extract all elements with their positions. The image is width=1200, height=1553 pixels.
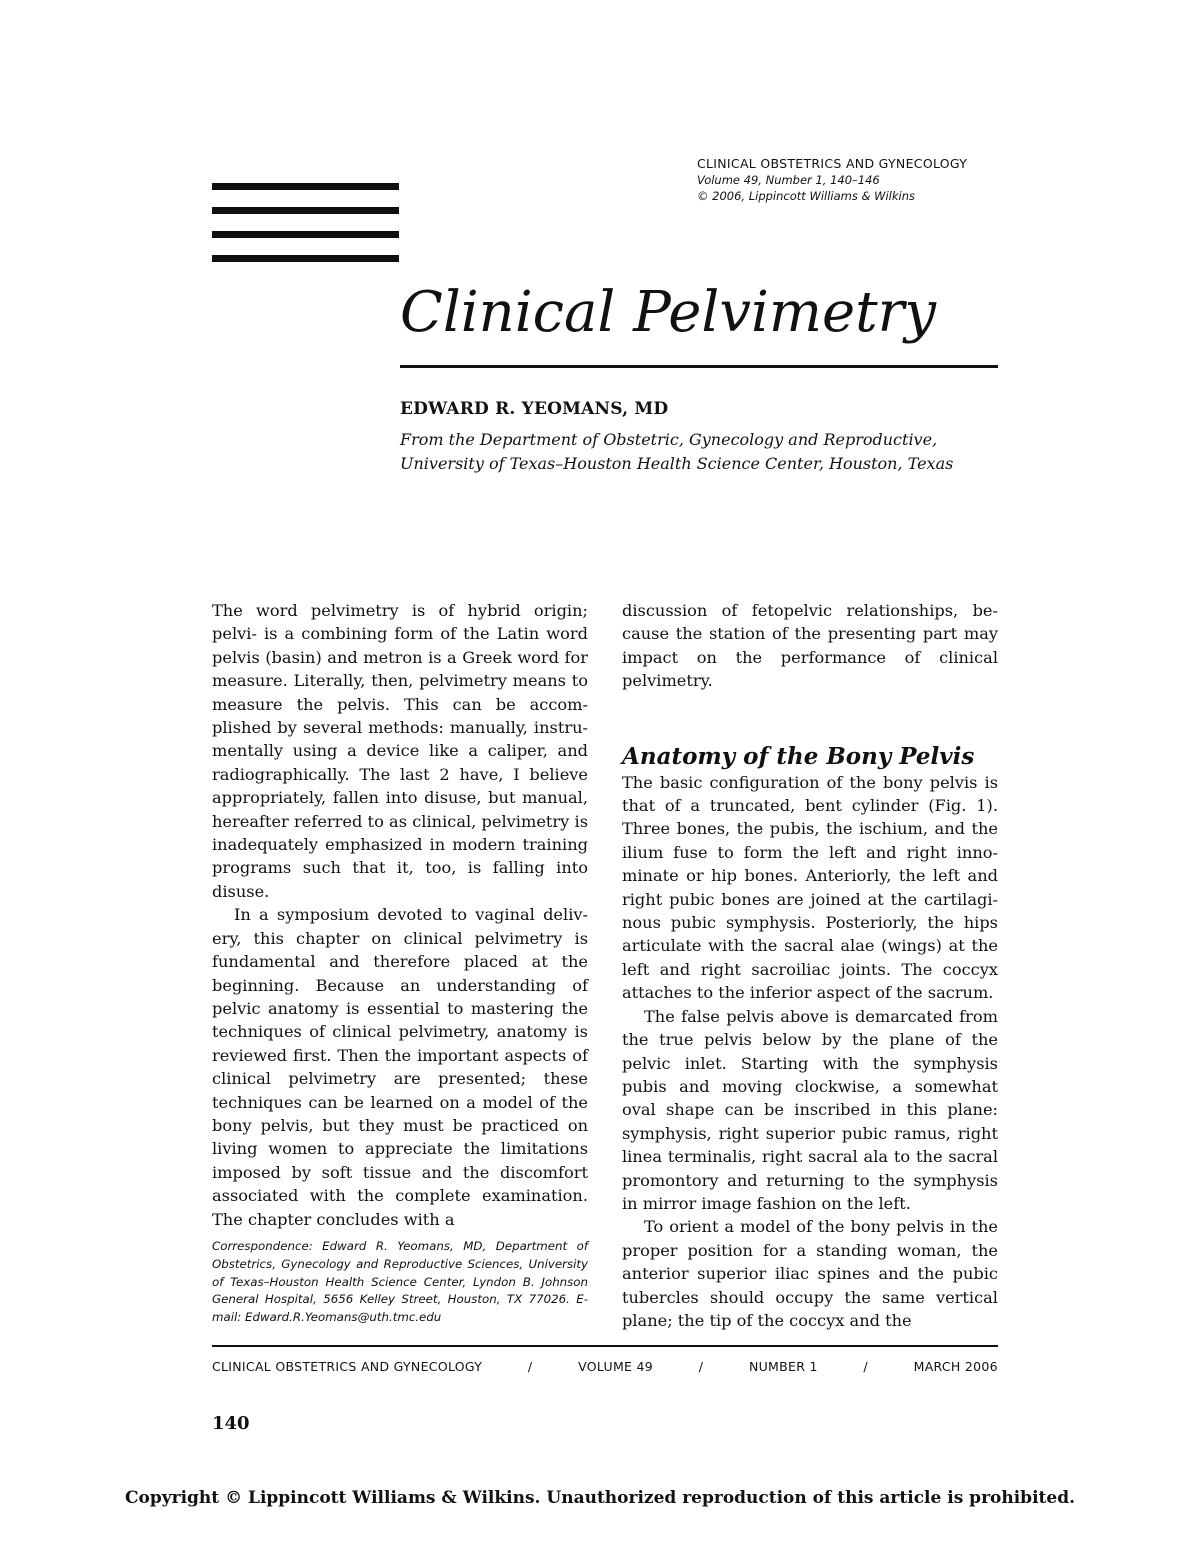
header-bar (212, 231, 399, 238)
decorative-header-bars (212, 183, 399, 279)
header-bar (212, 183, 399, 190)
body-paragraph: In a symposium devoted to vaginal delivery, this chapter on clinical pelvimetry is fundamental and therefore placed at the beginning. Because an understanding of pelvic anatomy is essential to mastering the techniques of clinical pelvimetry, anatomy is reviewed first. Then the important aspects of clinical pelvimetry are presented; these techniques can be learned on a model of the bony pelvis, but they must be practiced on living women to appreciate the limitations imposed by soft tissue and the discomfort associated with the complete examination. The chapter concludes with a (212, 905, 588, 1229)
body-paragraph: discussion of fetopelvic relationships, because the station of the presenting part may impact on the performance of clinical pelvimetry. (622, 601, 998, 691)
footer-separator: / (527, 1359, 533, 1374)
volume-line: Volume 49, Number 1, 140–146 (697, 173, 880, 187)
footer-number: NUMBER 1 (748, 1359, 818, 1374)
footer-volume: VOLUME 49 (578, 1359, 654, 1374)
footer-separator: / (863, 1359, 868, 1374)
footer-journal: CLINICAL OBSTETRICS AND GYNECOLOGY (212, 1359, 483, 1374)
body-paragraph: To orient a model of the bony pelvis in the proper position for a standing woman, the anterior superior iliac spines and the pubic tubercles should occupy the same vertical plane; the tip of the coccyx and the (622, 1217, 998, 1330)
header-bar (212, 255, 399, 262)
body-paragraph: The word pelvimetry is of hybrid origin; pelvi- is a combining form of the Latin word pelvis (basin) and metron is a Greek word for measure. Literally, then, pelvimetry means to measure the pelvis. This can be accomplished by several methods: manually, instrumentally using a device like a caliper, and radiographically. The last 2 have, I believe appropriately, fallen into disuse, but manual, hereafter referred to as clinical, pelvimetry is inadequately emphasized in modern training programs such that it, too, is falling into disuse. (212, 601, 588, 901)
correspondence-note: Correspondence: Edward R. Yeomans, MD, Department of Obstetrics, Gynecology and Reproductive Sciences, University of Texas–Houston Health Science Center, Lyndon B. Johnson General Hospital, 5656 Kelley Street, Houston, TX 77026. E-mail: Edward.R.Yeomans@uth.tmc.edu (212, 1239, 588, 1325)
copyright-line: © 2006, Lippincott Williams & Wilkins (697, 189, 916, 203)
footer-rule (212, 1345, 998, 1347)
body-column-right (622, 599, 998, 1332)
body-column-left (212, 599, 588, 1231)
journal-name: CLINICAL OBSTETRICS AND GYNECOLOGY (697, 156, 968, 171)
header-bar (212, 207, 399, 214)
body-paragraph: The false pelvis above is demarcated from the true pelvis below by the plane of the pelvic inlet. Starting with the symphysis pubis and moving clockwise, a somewhat oval shape can be inscribed in this plane: symphysis, right superior pubic ramus, right linea terminalis, right sacral ala to the sacral promontory and returning to the symphysis in mirror image fashion on the left. (622, 1006, 998, 1213)
footer-date: MARCH 2006 (913, 1359, 998, 1374)
footer-separator: / (698, 1359, 704, 1374)
body-paragraph: The basic configuration of the bony pelvis is that of a truncated, bent cylinder (Fig. 1). Three bones, the pubis, the ischium, and the ilium fuse to form the left and right innominate or hip bones. Anteriorly, the left and right pubic bones are joined at the cartilaginous pubic symphysis. Posteriorly, the hips articulate with the sacral alae (wings) at the left and right sacroiliac joints. The coccyx attaches to the inferior aspect of the sacrum. (622, 772, 998, 1003)
page-number: 140 (212, 1413, 250, 1434)
copyright-notice: Copyright © Lippincott Williams & Wilkins. Unauthorized reproduction of this article is prohibited. (125, 1488, 1075, 1508)
article-title: Clinical Pelvimetry (400, 280, 937, 345)
author-affiliation: From the Department of Obstetric, Gynecology and Reproductive, University of Texas–Houston Health Science Center, Houston, Texas (400, 430, 954, 473)
title-rule (400, 365, 998, 368)
running-footer (212, 1359, 998, 1374)
section-heading: Anatomy of the Bony Pelvis (622, 742, 975, 770)
author-name: EDWARD R. YEOMANS, MD (400, 399, 669, 419)
journal-info (697, 156, 1017, 204)
